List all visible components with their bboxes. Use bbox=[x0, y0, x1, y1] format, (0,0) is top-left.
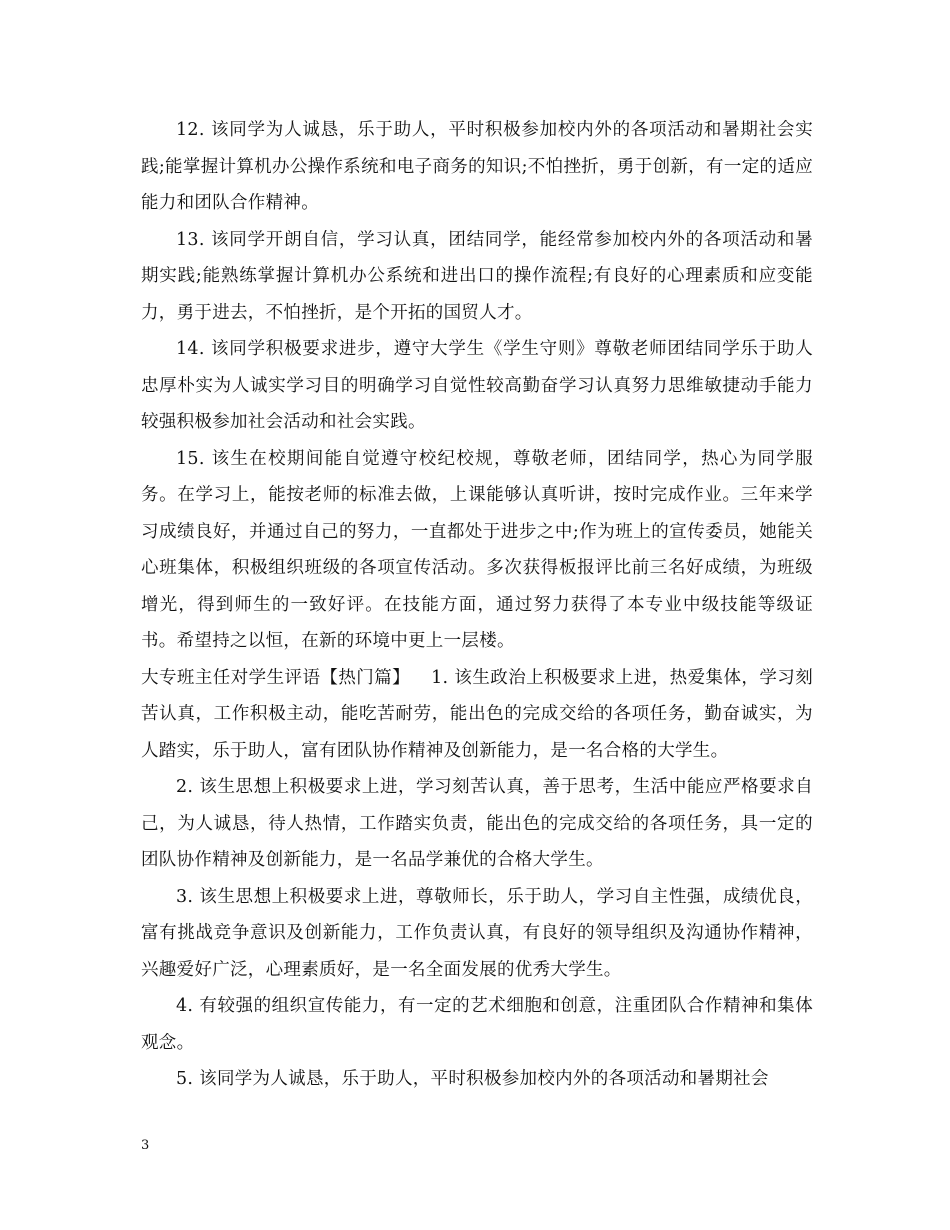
page-number: 3 bbox=[141, 1138, 150, 1153]
paragraph-item-3: 3. 该生思想上积极要求上进，尊敬师长，乐于助人，学习自主性强，成绩优良，富有挑战竞争意识及创新能力，工作负责认真，有良好的领导组织及沟通协作精神，兴趣爱好广泛，心理素质好，是一名全面发展的优秀大学生。 bbox=[141, 886, 813, 980]
paragraph-item-13: 13. 该同学开朗自信，学习认真，团结同学，能经常参加校内外的各项活动和暑期实践;能熟练掌握计算机办公系统和进出口的操作流程;有良好的心理素质和应变能力，勇于进去，不怕挫折，是个开拓的国贸人才。 bbox=[141, 229, 813, 323]
paragraph-item-5: 5. 该同学为人诚恳，乐于助人，平时积极参加校内外的各项活动和暑期社会 bbox=[176, 1069, 769, 1089]
section-paragraph bbox=[141, 660, 813, 770]
paragraph-item-4: 4. 有较强的组织宣传能力，有一定的艺术细胞和创意，注重团队合作精神和集体观念。 bbox=[141, 996, 813, 1053]
paragraph-item-2: 2. 该生思想上积极要求上进，学习刻苦认真，善于思考，生活中能应严格要求自己，为人诚恳，待人热情，工作踏实负责，能出色的完成交给的各项任务，具一定的团队协作精神及创新能力，是一名品学兼优的合格大学生。 bbox=[141, 777, 813, 870]
document-body bbox=[141, 112, 813, 1098]
section-heading: 大专班主任对学生评语【热门篇】 bbox=[141, 667, 411, 688]
paragraph-item-14: 14. 该同学积极要求进步，遵守大学生《学生守则》尊敬老师团结同学乐于助人忠厚朴实为人诚实学习目的明确学习自觉性较高勤奋学习认真努力思维敏捷动手能力较强积极参加社会活动和社会实践。 bbox=[141, 339, 813, 432]
paragraph-item-15: 15. 该生在校期间能自觉遵守校纪校规，尊敬老师，团结同学，热心为同学服务。在学习上，能按老师的标准去做，上课能够认真听讲，按时完成作业。三年来学习成绩良好，并通过自己的努力，一直都处于进步之中;作为班上的宣传委员，她能关心班集体，积极组织班级的各项宣传活动。多次获得板报评比前三名好成绩，为班级增光，得到师生的一致好评。在技能方面，通过努力获得了本专业中级技能等级证书。希望持之以恒，在新的环境中更上一层楼。 bbox=[141, 448, 813, 651]
paragraph-item-1: 1. 该生政治上积极要求上进，热爱集体，学习刻苦认真，工作积极主动，能吃苦耐劳，能出色的完成交给的各项任务，勤奋诚实，为人踏实，乐于助人，富有团队协作精神及创新能力，是一名合格的大学生。 bbox=[141, 667, 813, 761]
paragraph-item-12: 12. 该同学为人诚恳，乐于助人，平时积极参加校内外的各项活动和暑期社会实践;能掌握计算机办公操作系统和电子商务的知识;不怕挫折，勇于创新，有一定的适应能力和团队合作精神。 bbox=[141, 120, 813, 213]
